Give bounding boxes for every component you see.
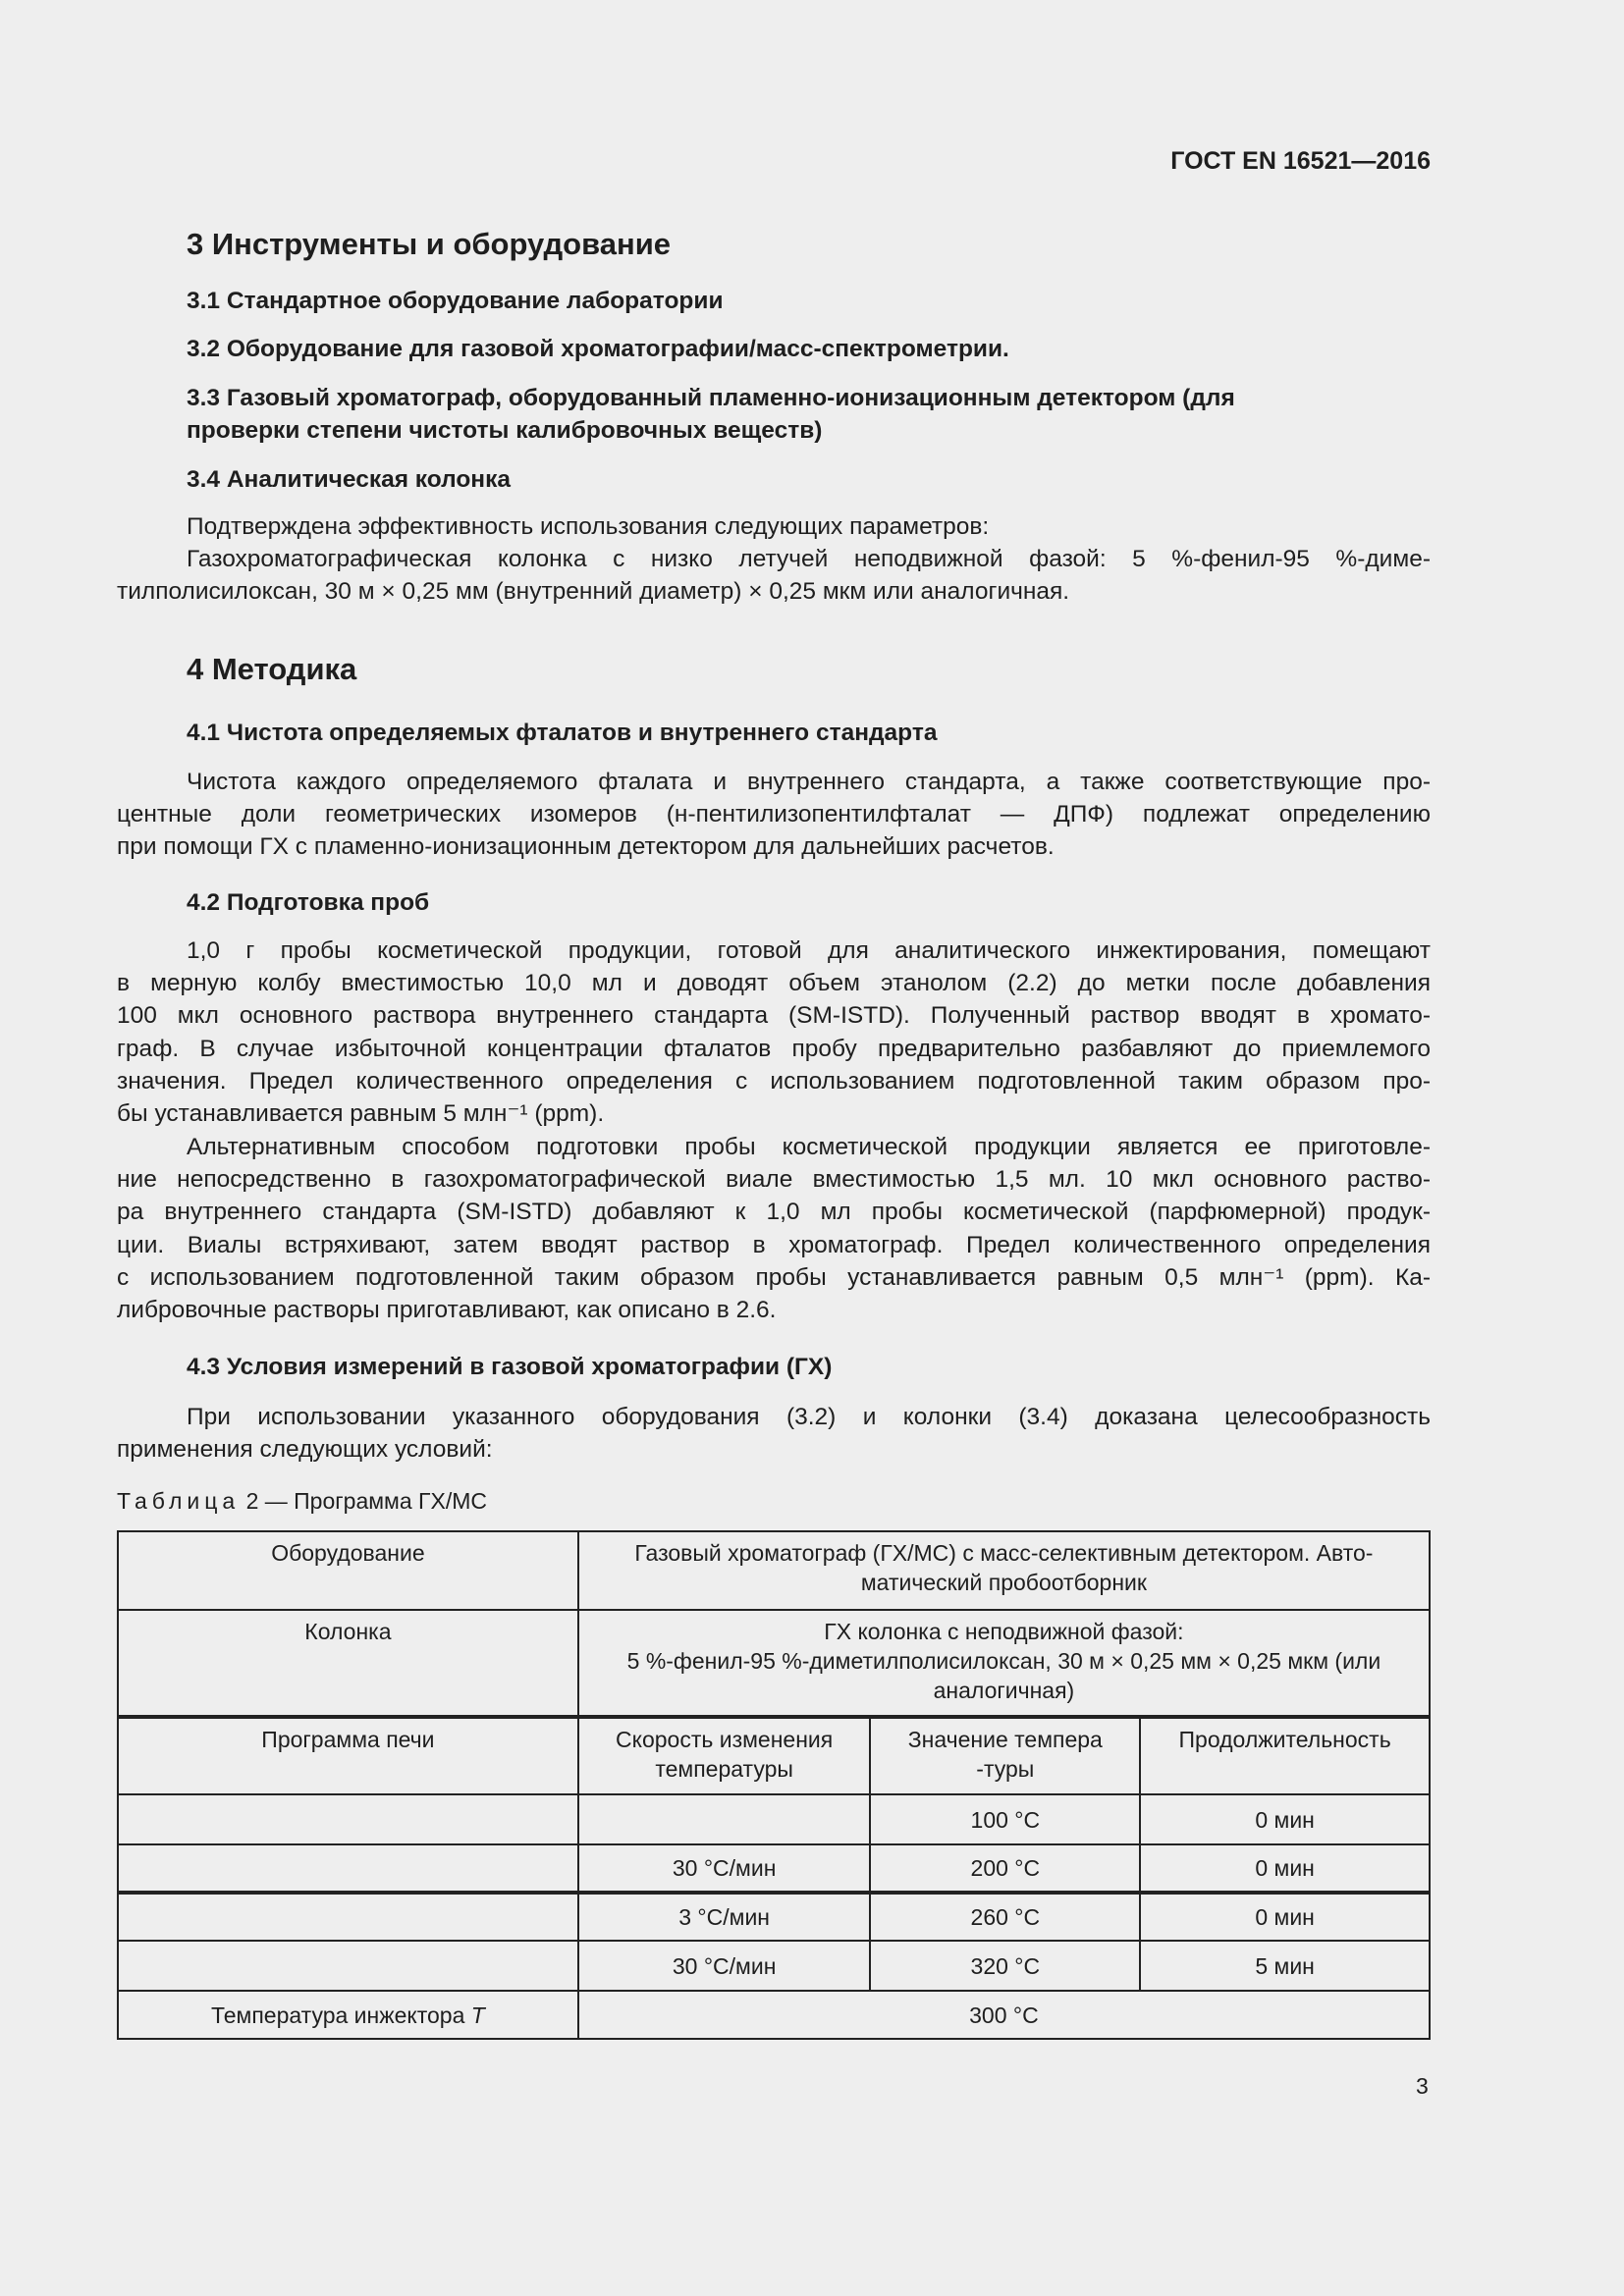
table-caption [117, 1488, 487, 1515]
subsection-3-4: 3.4 Аналитическая колонка [187, 466, 511, 493]
empty-cell [118, 1844, 578, 1893]
table-row [118, 1794, 1430, 1844]
cell-line: матический пробоотборник [860, 1570, 1147, 1595]
text-line: При использовании указанного оборудования (3.2) и колонки (3.4) доказана целесообразность [187, 1404, 1431, 1430]
table-row [118, 1531, 1430, 1610]
duration-cell: 0 мин [1140, 1794, 1430, 1844]
temp-cell: 320 °C [870, 1941, 1140, 1991]
empty-cell [118, 1893, 578, 1941]
paragraph-3-4 [117, 510, 1431, 609]
table-row [118, 1844, 1430, 1893]
oven-header-temp-text: Значение темпера-туры [907, 1727, 1103, 1782]
temp-cell: 100 °C [870, 1794, 1140, 1844]
temp-cell: 260 °C [870, 1893, 1140, 1941]
paragraph-4-2-b [117, 1131, 1431, 1326]
table-row [118, 1941, 1430, 1991]
text-line: 100 мкл основного раствора внутреннего стандарта (SM-ISTD). Полученный раствор вводят в хромато- [117, 1002, 1431, 1030]
cell-line: Газовый хроматограф (ГХ/МС) с масс-селективным детектором. Авто- [634, 1540, 1374, 1566]
table-row [118, 1610, 1430, 1717]
oven-label: Программа печи [118, 1717, 578, 1794]
text-line: Альтернативным способом подготовки пробы косметической продукции является ее приготовле- [187, 1134, 1431, 1160]
rate-cell: 30 °C/мин [578, 1844, 871, 1893]
duration-cell: 0 мин [1140, 1844, 1430, 1893]
oven-header-temp [870, 1717, 1140, 1794]
paragraph-4-2-a [117, 934, 1431, 1130]
text-line: в мерную колбу вместимостью 10,0 мл и доводят объем этанолом (2.2) до метки после добавления [117, 970, 1431, 997]
text-line: либровочные растворы приготавливают, как описано в 2.6. [117, 1297, 777, 1324]
paragraph-4-1 [117, 766, 1431, 864]
duration-cell: 5 мин [1140, 1941, 1430, 1991]
text-line: ции. Виалы встряхивают, затем вводят раствор в хроматограф. Предел количественного определения [117, 1231, 1431, 1258]
injector-symbol: T [470, 2002, 485, 2028]
empty-cell [118, 1941, 578, 1991]
text-line: значения. Предел количественного определения с использованием подготовленной таким образом про- [117, 1067, 1431, 1095]
text-line: ние непосредственно в газохроматографической виале вместимостью 1,5 мл. 10 мкл основного раство- [117, 1166, 1431, 1194]
gc-ms-program-table [117, 1530, 1431, 2040]
table-row [118, 1991, 1430, 2039]
text-line: тилполисилоксан, 30 м × 0,25 мм (внутренний диаметр) × 0,25 мкм или аналогичная. [117, 578, 1070, 606]
text-line: с использованием подготовленной таким образом пробы устанавливается равным 0,5 млн⁻¹ (ppm). Ка- [117, 1263, 1431, 1291]
duration-cell: 0 мин [1140, 1893, 1430, 1941]
section-3-title: 3 Инструменты и оборудование [187, 227, 672, 261]
column-label: Колонка [118, 1610, 578, 1717]
column-value [578, 1610, 1430, 1717]
text-line: Чистота каждого определяемого фталата и внутреннего стандарта, а также соответствующие про- [187, 769, 1431, 795]
page-number: 3 [1416, 2073, 1429, 2099]
text-line: граф. В случае избыточной концентрации фталатов пробу предварительно разбавляют до приемлемого [117, 1035, 1431, 1062]
table-caption-prefix: Таблица [117, 1488, 241, 1514]
cell-line: аналогичная) [933, 1678, 1075, 1703]
text-line: 1,0 г пробы косметической продукции, готовой для аналитического инжектирования, помещают [187, 937, 1431, 964]
injector-label-text: Температура инжектора [210, 2002, 471, 2028]
subsection-4-3: 4.3 Условия измерений в газовой хроматографии (ГХ) [187, 1354, 833, 1380]
oven-header-duration: Продолжительность [1140, 1717, 1430, 1794]
subsection-4-1: 4.1 Чистота определяемых фталатов и внутреннего стандарта [187, 720, 938, 746]
text-line: Подтверждена эффективность использования следующих параметров: [187, 513, 990, 540]
equipment-label: Оборудование [118, 1531, 578, 1610]
section-4-title: 4 Методика [187, 652, 357, 686]
subsection-3-3 [187, 382, 1431, 447]
injector-value: 300 °C [578, 1991, 1430, 2039]
table-row [118, 1893, 1430, 1941]
text-line: при помощи ГХ с пламенно-ионизационным детектором для дальнейших расчетов. [117, 833, 1055, 861]
paragraph-4-3 [117, 1401, 1431, 1466]
injector-label [118, 1991, 578, 2039]
subsection-3-1: 3.1 Стандартное оборудование лаборатории [187, 288, 724, 314]
text-line: ра внутреннего стандарта (SM-ISTD) добавляют к 1,0 мл пробы косметической (парфюмерной) продук- [117, 1199, 1431, 1226]
subsection-3-2: 3.2 Оборудование для газовой хроматографии/масс-спектрометрии. [187, 336, 1009, 362]
table-row [118, 1717, 1430, 1794]
text-line: Газохроматографическая колонка с низко летучей неподвижной фазой: 5 %-фенил-95 %-диме- [187, 546, 1431, 573]
equipment-value [578, 1531, 1430, 1610]
cell-line: 5 %-фенил-95 %-диметилполисилоксан, 30 м × 0,25 мм × 0,25 мкм (или [626, 1648, 1381, 1674]
empty-cell [118, 1794, 578, 1844]
rate-cell: 30 °C/мин [578, 1941, 871, 1991]
text-line: центные доли геометрических изомеров (н-пентилизопентилфталат — ДПФ) подлежат определению [117, 801, 1431, 828]
text-line: применения следующих условий: [117, 1436, 493, 1464]
subsection-3-3-line: 3.3 Газовый хроматограф, оборудованный пламенно-ионизационным детектором (для [187, 385, 1235, 411]
subsection-4-2: 4.2 Подготовка проб [187, 889, 430, 916]
rate-cell [578, 1794, 871, 1844]
oven-header-rate: Скорость изменения температуры [578, 1717, 871, 1794]
subsection-3-3-line: проверки степени чистоты калибровочных веществ) [187, 417, 823, 444]
rate-cell: 3 °C/мин [578, 1893, 871, 1941]
document-id: ГОСТ EN 16521—2016 [1170, 147, 1431, 175]
table-caption-text: 2 — Программа ГХ/МС [240, 1488, 487, 1514]
temp-cell: 200 °C [870, 1844, 1140, 1893]
text-line: бы устанавливается равным 5 млн⁻¹ (ppm). [117, 1100, 605, 1128]
cell-line: ГХ колонка с неподвижной фазой: [824, 1619, 1184, 1644]
